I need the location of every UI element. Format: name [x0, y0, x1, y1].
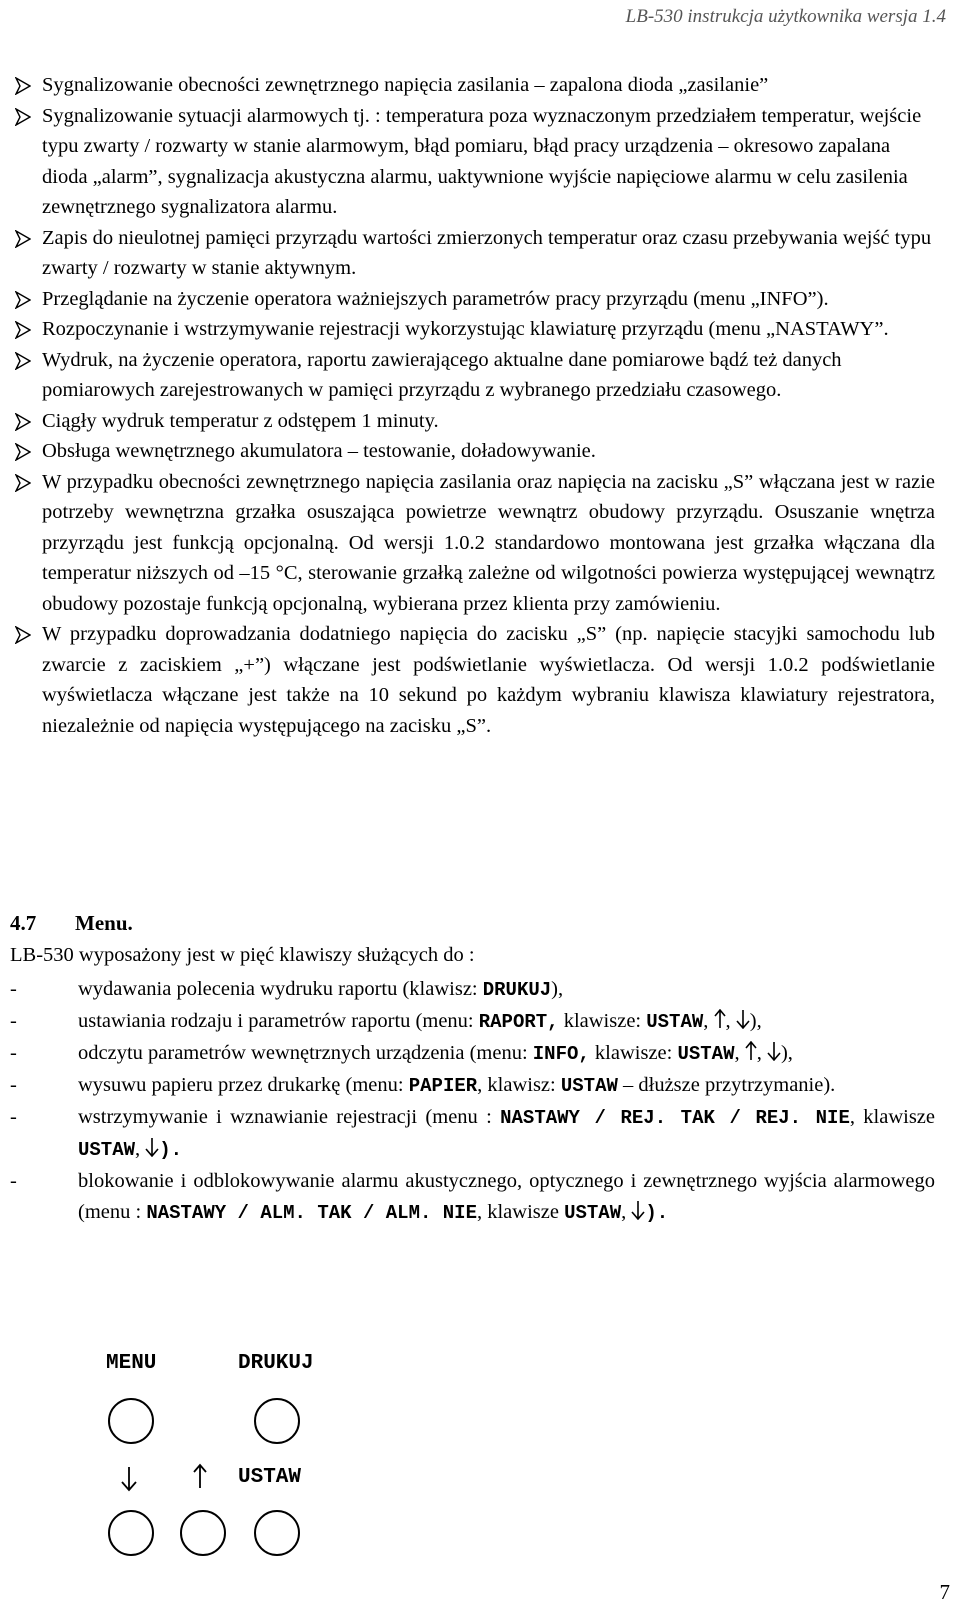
- list-item: W przypadku obecności zewnętrznego napięcia zasilania oraz napięcia na zacisku „S” włączana jest w razie potrzeby wewnętrzna grzałka osuszająca powietrze wewnątrz obudowy przyrządu. Osuszanie wnętrza przyrządu jest funkcją opcjonalną. Od wersji 1.0.2 standardowo montowana jest grzałka włączana dla temperatur niższych od –15 °C, sterowanie grzałką zależne od wilgotności powierza występującej wewnątrz obudowy pozostaje funkcją opcjonalną, wybierana przez klienta przy zamówieniu.: [10, 467, 935, 620]
- section-number: 4.7: [10, 911, 37, 935]
- section-title: Menu.: [75, 911, 133, 935]
- list-item: - wydawania polecenia wydruku raportu (klawisz: DRUKUJ),: [10, 978, 564, 1001]
- down-arrow-icon: [736, 1009, 750, 1029]
- intro-text: LB-530 wyposażony jest w pięć klawiszy służących do :: [10, 944, 475, 966]
- arrow-bullet-icon: [12, 284, 34, 315]
- down-arrow-icon: [767, 1041, 781, 1061]
- list-item: Zapis do nieulotnej pamięci przyrządu wartości zmierzonych temperatur oraz czasu przebywania wejść typu zwarty / rozwarty w stanie aktywnym.: [10, 223, 935, 284]
- menu-key-label: MENU: [106, 1352, 157, 1375]
- list-item: Sygnalizowanie obecności zewnętrznego napięcia zasilania – zapalona dioda „zasilanie”: [10, 70, 935, 101]
- down-arrow-icon: [120, 1466, 138, 1492]
- page-header: LB-530 instrukcja użytkownika wersja 1.4: [625, 6, 946, 27]
- function-list: [10, 974, 935, 1229]
- arrow-bullet-icon: [12, 467, 34, 498]
- page-number: 7: [939, 1580, 950, 1604]
- arrow-bullet-icon: [12, 70, 34, 101]
- list-item: Rozpoczynanie i wstrzymywanie rejestracji wykorzystując klawiaturę przyrządu (menu „NASTAWY”.: [10, 314, 935, 345]
- arrow-bullet-icon: [12, 345, 34, 376]
- section-heading: [10, 911, 133, 936]
- up-arrow-icon: [192, 1463, 208, 1489]
- list-item: - odczytu parametrów wewnętrznych urządzenia (menu: INFO, klawisze: USTAW, , ),: [10, 1042, 793, 1065]
- down-arrow-icon: [145, 1137, 159, 1157]
- arrow-bullet-icon: [12, 223, 34, 254]
- list-item: - blokowanie i odblokowywanie alarmu akustycznego, optycznego i zewnętrznego wyjścia alarmowego (menu : NASTAWY / ALM. TAK / ALM. NIE, klawisze USTAW, ).: [10, 1170, 935, 1224]
- menu-key[interactable]: [108, 1398, 154, 1444]
- up-arrow-icon: [714, 1009, 726, 1029]
- feature-list: [10, 70, 935, 741]
- list-item: Sygnalizowanie sytuacji alarmowych tj. : temperatura poza wyznaczonym przedziałem temperatur, wejście typu zwarty / rozwarty w stanie alarmowym, błąd pomiaru, błąd pracy urządzenia – okresowo zapalana dioda „alarm”, sygnalizacja akustyczna alarmu, uaktywnione wyjście napięciowe alarmu w celu zasilenia zewnętrznego sygnalizatora alarmu.: [10, 101, 935, 223]
- up-key[interactable]: [180, 1510, 226, 1556]
- list-item: Przeglądanie na życzenie operatora ważniejszych parametrów pracy przyrządu (menu „INFO”).: [10, 284, 935, 315]
- arrow-bullet-icon: [12, 314, 34, 345]
- list-item: Obsługa wewnętrznego akumulatora – testowanie, doładowywanie.: [10, 436, 935, 467]
- drukuj-key[interactable]: [254, 1398, 300, 1444]
- up-arrow-icon: [745, 1041, 757, 1061]
- down-key-label: [120, 1466, 138, 1498]
- ustaw-key[interactable]: [254, 1510, 300, 1556]
- list-item: W przypadku doprowadzania dodatniego napięcia do zacisku „S” (np. napięcie stacyjki samochodu lub zwarcie z zaciskiem „+”) włączane jest podświetlanie wyświetlacza. Od wersji 1.0.2 podświetlanie wyświetlacza włączane jest także na 10 sekund po każdym wybraniu klawisza klawiatury rejestratora, niezależnie od napięcia występującego na zacisku „S”.: [10, 619, 935, 741]
- arrow-bullet-icon: [12, 436, 34, 467]
- drukuj-key-label: DRUKUJ: [238, 1352, 314, 1375]
- list-item: - ustawiania rodzaju i parametrów raportu (menu: RAPORT, klawisze: USTAW, , ),: [10, 1010, 762, 1033]
- arrow-bullet-icon: [12, 619, 34, 650]
- arrow-bullet-icon: [12, 101, 34, 132]
- up-key-label: [192, 1463, 208, 1495]
- list-item: - wstrzymywanie i wznawianie rejestracji (menu : NASTAWY / REJ. TAK / REJ. NIE, klawisze USTAW, ).: [10, 1106, 936, 1161]
- list-item: Ciągły wydruk temperatur z odstępem 1 minuty.: [10, 406, 935, 437]
- down-key[interactable]: [108, 1510, 154, 1556]
- list-item: Wydruk, na życzenie operatora, raportu zawierającego aktualne dane pomiarowe bądź też danych pomiarowych zarejestrowanych w pamięci przyrządu z wybranego przedziału czasowego.: [10, 345, 935, 406]
- list-item: - wysuwu papieru przez drukarkę (menu: PAPIER, klawisz: USTAW – dłuższe przytrzymanie).: [10, 1074, 836, 1097]
- arrow-bullet-icon: [12, 406, 34, 437]
- down-arrow-icon: [631, 1200, 645, 1220]
- ustaw-key-label: USTAW: [238, 1466, 302, 1489]
